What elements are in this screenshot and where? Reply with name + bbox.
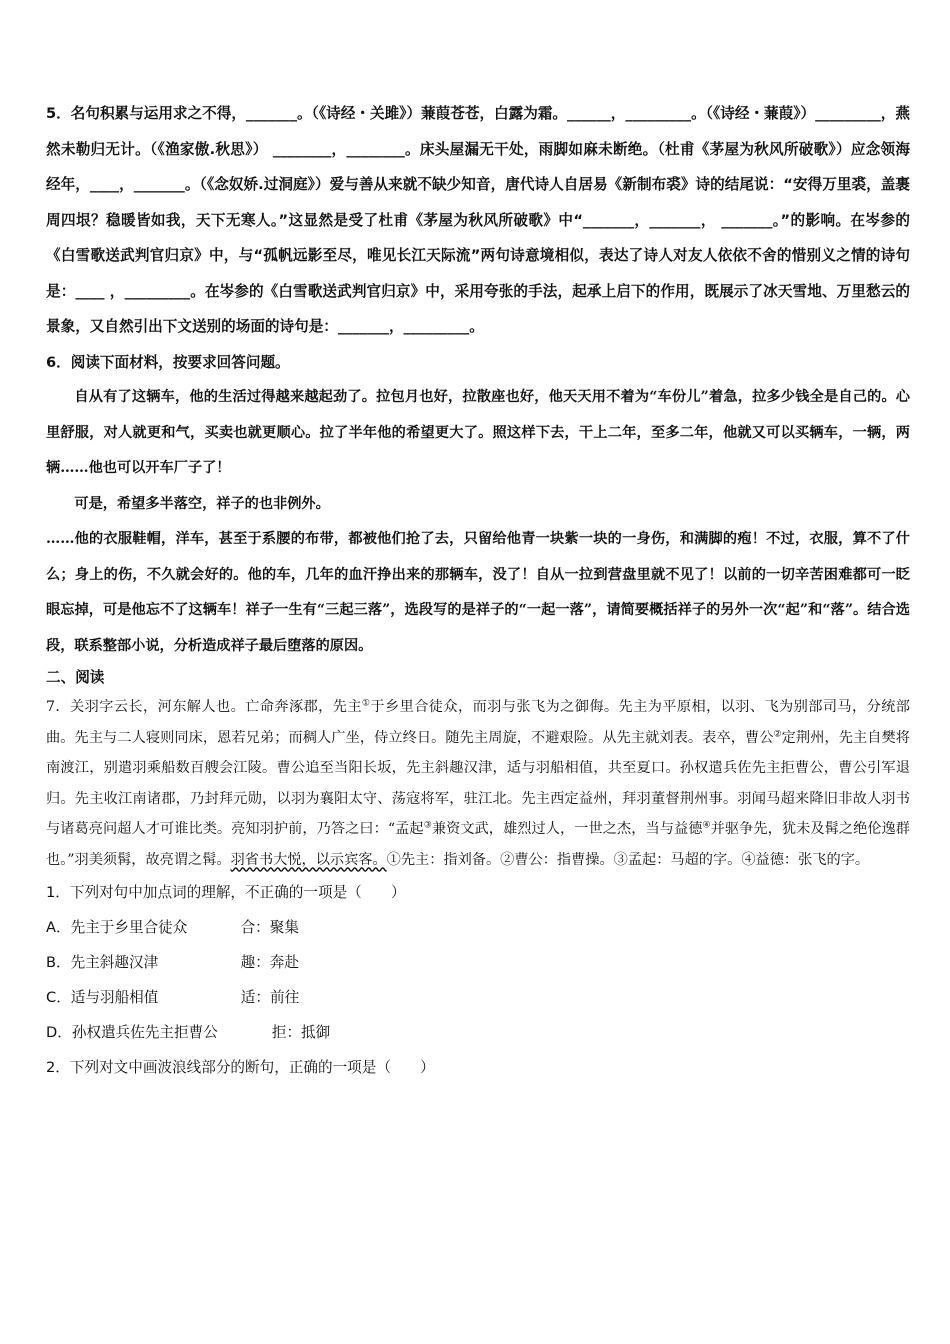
option-c [46,980,910,1015]
option-a-text: 先主于乡里合徒众 [70,919,188,936]
option-c-gloss: 适：前往 [240,989,300,1006]
option-a-gloss: 合：聚集 [240,919,299,936]
option-b-label: B． [46,954,71,971]
question-6-paragraph-3: ……他的衣服鞋帽，洋车，甚至于系腰的布带，都被他们抢了去，只留给他青一块紫一块的一身伤，和满脚的疱！不过，衣服，算不了什么；身上的伤，不久就会好的。他的车，几年的血汗挣出来的那辆车，没了！自从一拉到营盘里就不见了！以前的一切辛苦困难都可一眨眼忘掉，可是他忘不了这辆车！祥子一生有“三起三落”，选段写的是祥子的“一起一落”，请简要概括祥子的另外一次“起”和“落”。结合选段，联系整部小说，分析造成祥子最后堕落的原因。 [46,531,910,654]
subquestion-1: 1．下列对句中加点词的理解，不正确的一项是（ ） [46,884,406,901]
question-5: 5．名句积累与运用求之不得，_______。（《诗经・关雎》）蒹葭苍苍，白露为霜。______，_________。（《诗经・蒹葭》）_________，燕然未勒归无计。（《渔家傲.秋思》） ________，________。床头屋漏无干处，雨脚如麻未断绝。（杜甫《茅屋为秋风所破歌》）应念领海经年，____，_______。（《念奴娇.过洞庭》）爱与善从来就不缺少知音，唐代诗人自居易《新制布裘》诗的结尾说：“安得万里裘，盖裹周四垠？稳暖皆如我，天下无寒人。”这显然是受了杜甫《茅屋为秋风所破歌》中“_______，_______， _______。”的影响。在岑参的《白雪歌送武判官归京》中，与“孤帆远影至尽，唯见长江天际流”两句诗意境相似，表达了诗人对友人依依不舍的惜别义之情的诗句是：____ ，_________。在岑参的《白雪歌送武判官归京》中，采用夸张的手法，起承上启下的作用，既展示了冰天雪地、万里愁云的景象，又自然引出下文送别的场面的诗句是：_______，_________。 [46,105,910,335]
passage-notes: ①先主：指刘备。②曹公：指曹操。③孟起：马超的字。④益德：张飞的字。 [386,851,870,868]
passage-part-d: 兼资文武，雄烈过人，一世之杰，当与益德 [431,821,703,837]
option-b-text: 先主斜趣汉津 [70,954,159,971]
passage-part-c: 定荆州，先主自樊将南渡江，别遣羽乘船数百艘会江陵。曹公追至当阳长坂，先主斜趣汉津，适与羽船相值，共至夏口。孙权遣兵佐先主拒曹公，曹公引军退归。先主收江南诸郡，乃封拜元勋，以羽为襄阳太守、荡寇将军，驻江北。先主西定益州，拜羽董督荆州事。羽闻马超来降旧非故人羽书与诸葛亮问超人才可谁比类。亮知羽护前，乃答之曰：“孟起 [46,729,910,837]
passage-part-b: 于乡里合徒众，而羽与张飞为之御侮。先主为平原相，以羽、飞为别部司马，分统部曲。先主与二人寝则同床，恩若兄弟；而稠人广坐，侍立终日。随先主周旋，不避艰险。从先主就刘表。表卒，曹公 [46,699,910,746]
option-b [46,945,910,980]
footnote-marker-1: ① [361,698,371,709]
subquestion-2: 2．下列对文中画波浪线部分的断句，正确的一项是（ ） [46,1059,435,1076]
question-6-title: 6．阅读下面材料，按要求回答问题。 [46,353,290,371]
option-c-label: C． [46,989,71,1006]
question-6-paragraph-2: 可是，希望多半落空，祥子的也非例外。 [74,495,330,512]
question-6-paragraph-1: 自从有了这辆车，他的生活过得越来越起劲了。拉包月也好，拉散座也好，他天天用不着为“车份儿”着急，拉多少钱全是自己的。心里舒服，对人就更和气，买卖也就更顺心。拉了半年他的希望更大了。照这样下去，干上二年，至多二年，他就又可以买辆车，一辆，两辆……他也可以开车厂子了！ [46,389,910,476]
footnote-marker-2: ② [773,728,782,739]
question-7-passage [46,692,910,875]
option-d-label: D． [46,1024,72,1041]
passage-part-a: 7．关羽字云长，河东解人也。亡命奔涿郡，先主 [46,699,362,715]
option-d [46,1015,910,1050]
option-d-text: 孙权遣兵佐先主拒曹公 [71,1024,218,1041]
section-heading-reading: 二、阅读 [46,669,105,686]
wavy-underlined-sentence: 羽省书大悦，以示宾客。 [230,851,387,868]
option-c-text: 适与羽船相值 [70,989,159,1006]
option-d-gloss: 拒：抵御 [271,1024,331,1041]
option-b-gloss: 趣：奔赴 [240,954,299,971]
option-a-label: A． [46,919,71,936]
footnote-marker-3: ③ [423,820,432,831]
footnote-marker-4: ④ [702,820,711,831]
option-a [46,910,910,945]
passage-part-e: 并驱争先，犹未及髯之绝伦逸群也。”羽美须髯，故亮谓之髯。 [46,821,910,868]
